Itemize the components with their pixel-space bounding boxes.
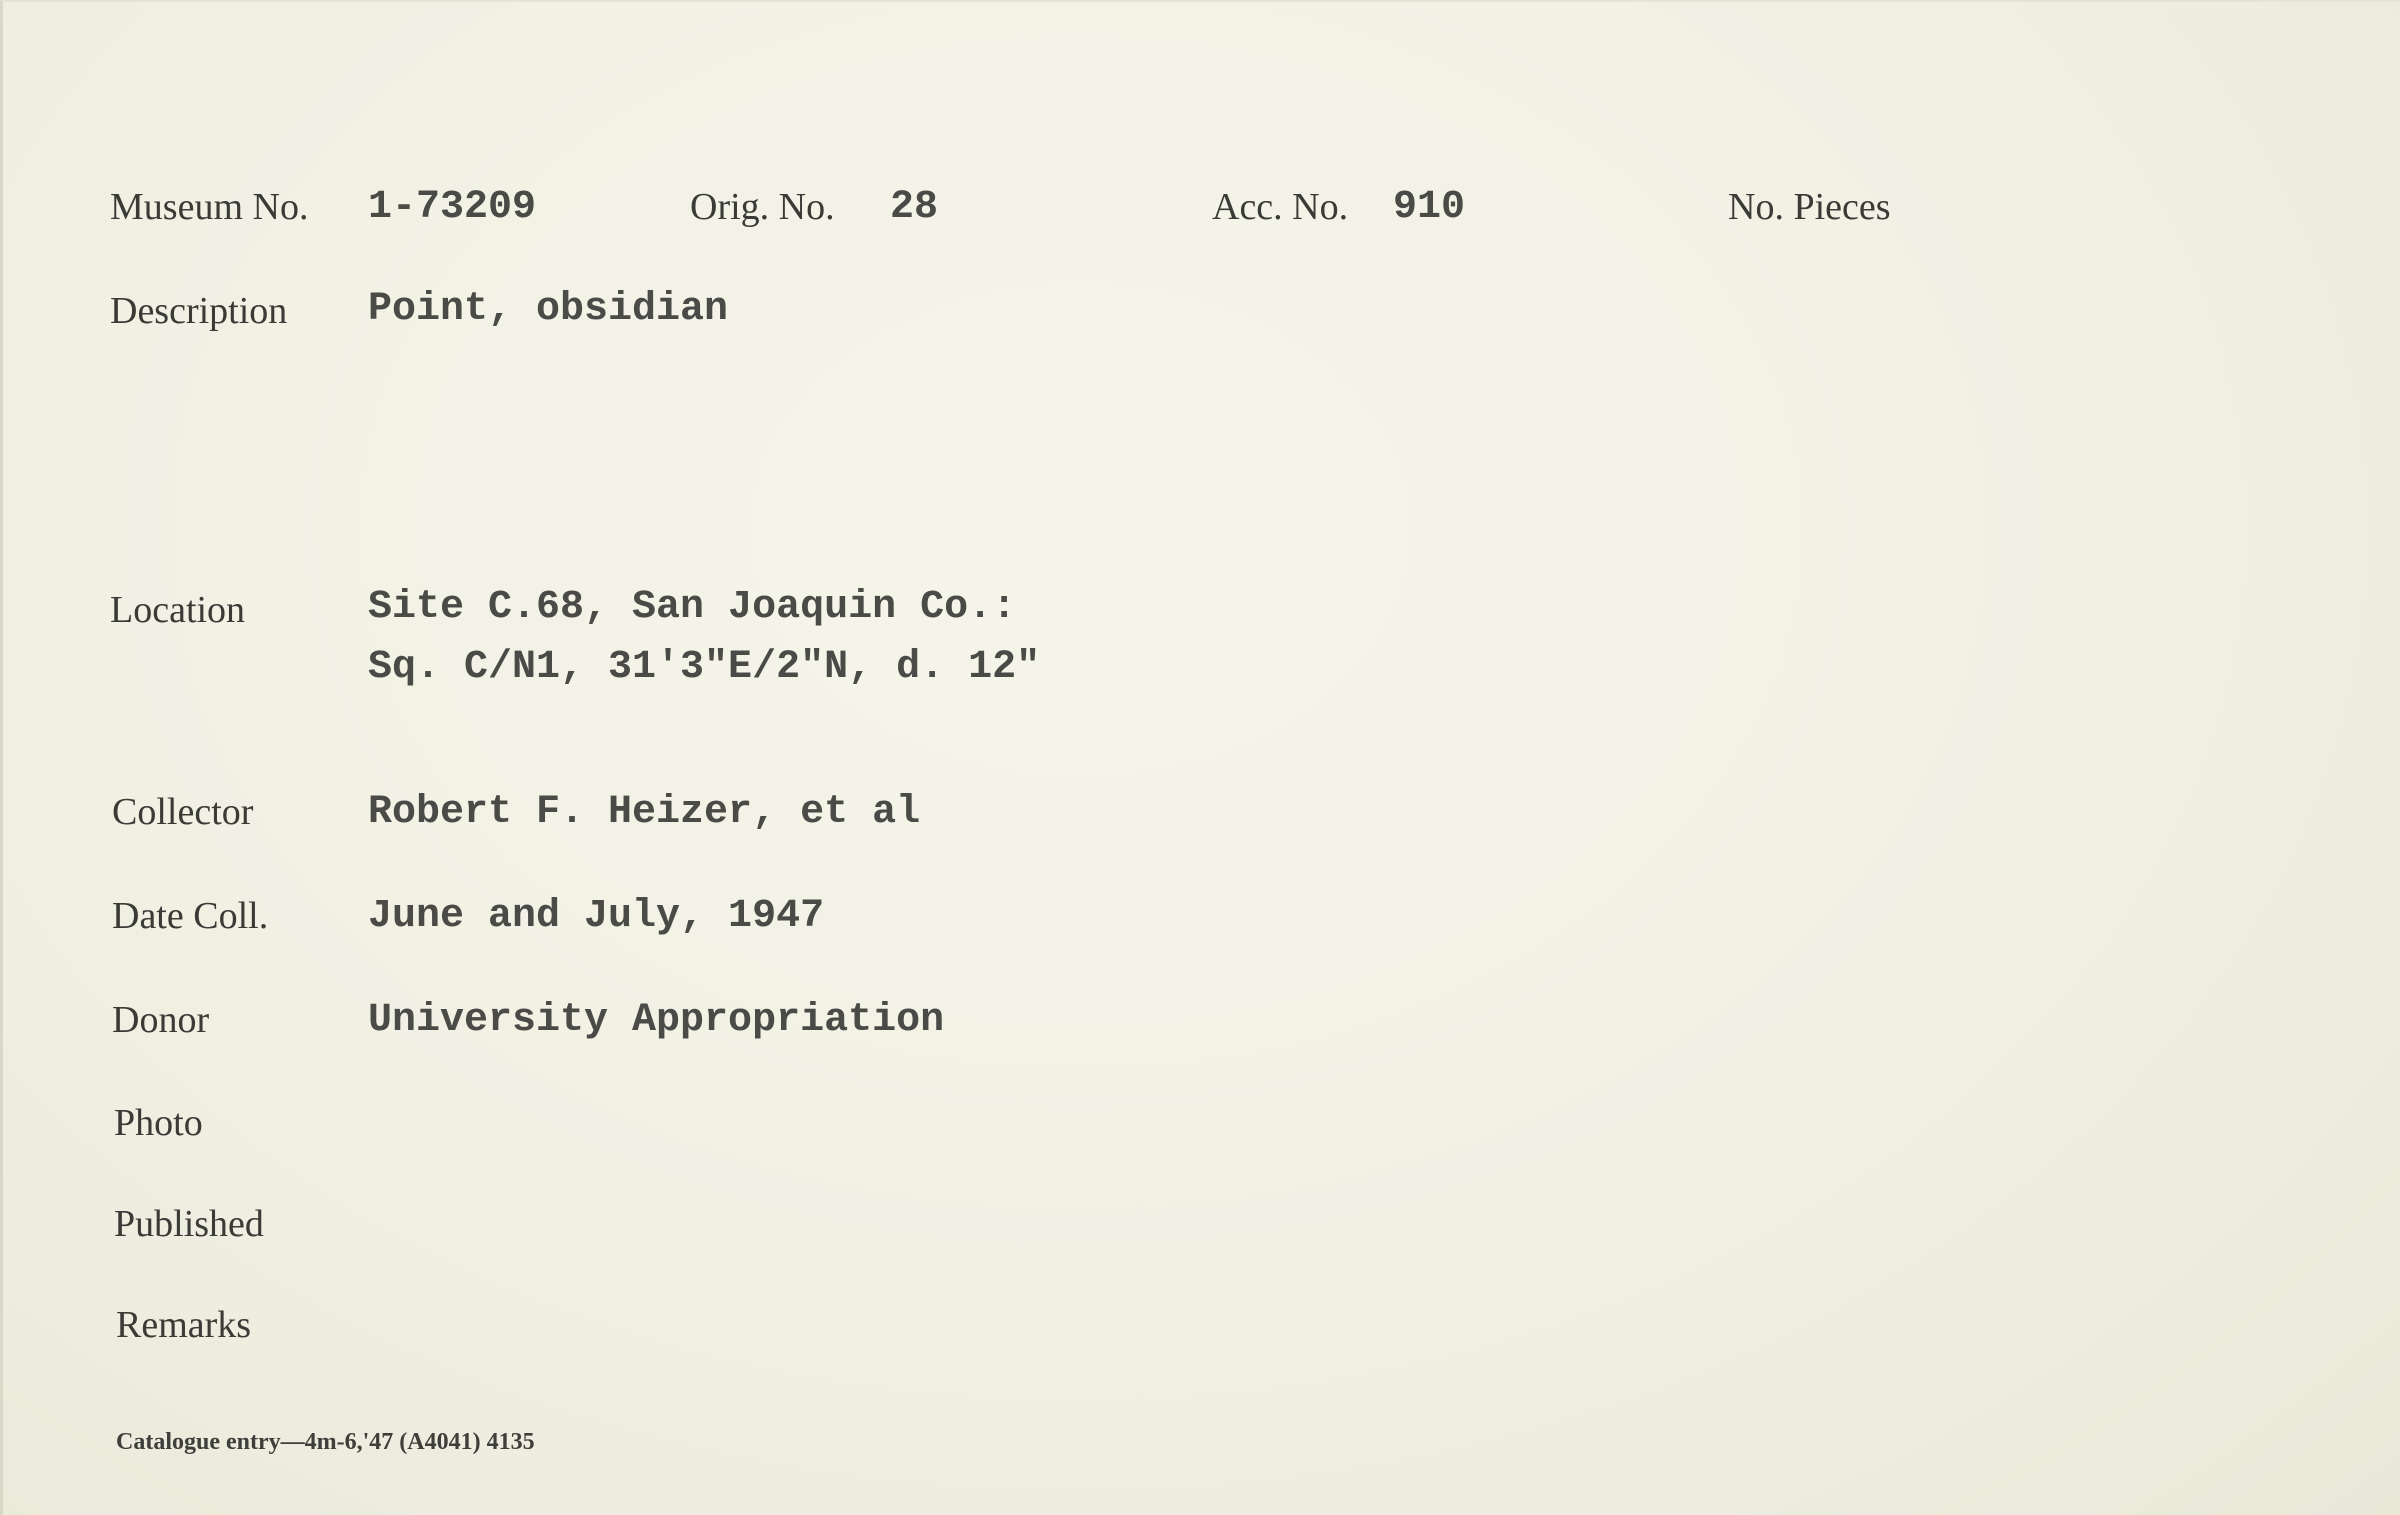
photo-label: Photo	[114, 1102, 203, 1144]
location-value	[368, 578, 1040, 698]
museum-no-value: 1-73209	[368, 185, 537, 230]
location-line-1: Site C.68, San Joaquin Co.:	[368, 585, 1017, 630]
orig-no-label: Orig. No.	[690, 186, 835, 228]
donor-label: Donor	[112, 999, 210, 1041]
no-pieces-label: No. Pieces	[1728, 186, 1891, 228]
orig-no-value: 28	[890, 185, 939, 230]
collector-value: Robert F. Heizer, et al	[368, 790, 921, 835]
date-coll-label: Date Coll.	[112, 895, 269, 937]
donor-value: University Appropriation	[368, 998, 945, 1043]
location-line-2: Sq. C/N1, 31'3"E/2"N, d. 12"	[368, 645, 1041, 690]
collector-label: Collector	[112, 791, 254, 833]
date-coll-value: June and July, 1947	[368, 894, 825, 939]
acc-no-value: 910	[1393, 185, 1466, 230]
museum-no-label: Museum No.	[110, 186, 309, 228]
description-value: Point, obsidian	[368, 287, 729, 332]
acc-no-label: Acc. No.	[1212, 186, 1349, 228]
location-label: Location	[110, 589, 246, 631]
catalogue-imprint: Catalogue entry—4m-6,'47 (A4041) 4135	[116, 1429, 535, 1455]
remarks-label: Remarks	[116, 1304, 252, 1346]
description-label: Description	[110, 290, 288, 332]
published-label: Published	[114, 1203, 264, 1245]
